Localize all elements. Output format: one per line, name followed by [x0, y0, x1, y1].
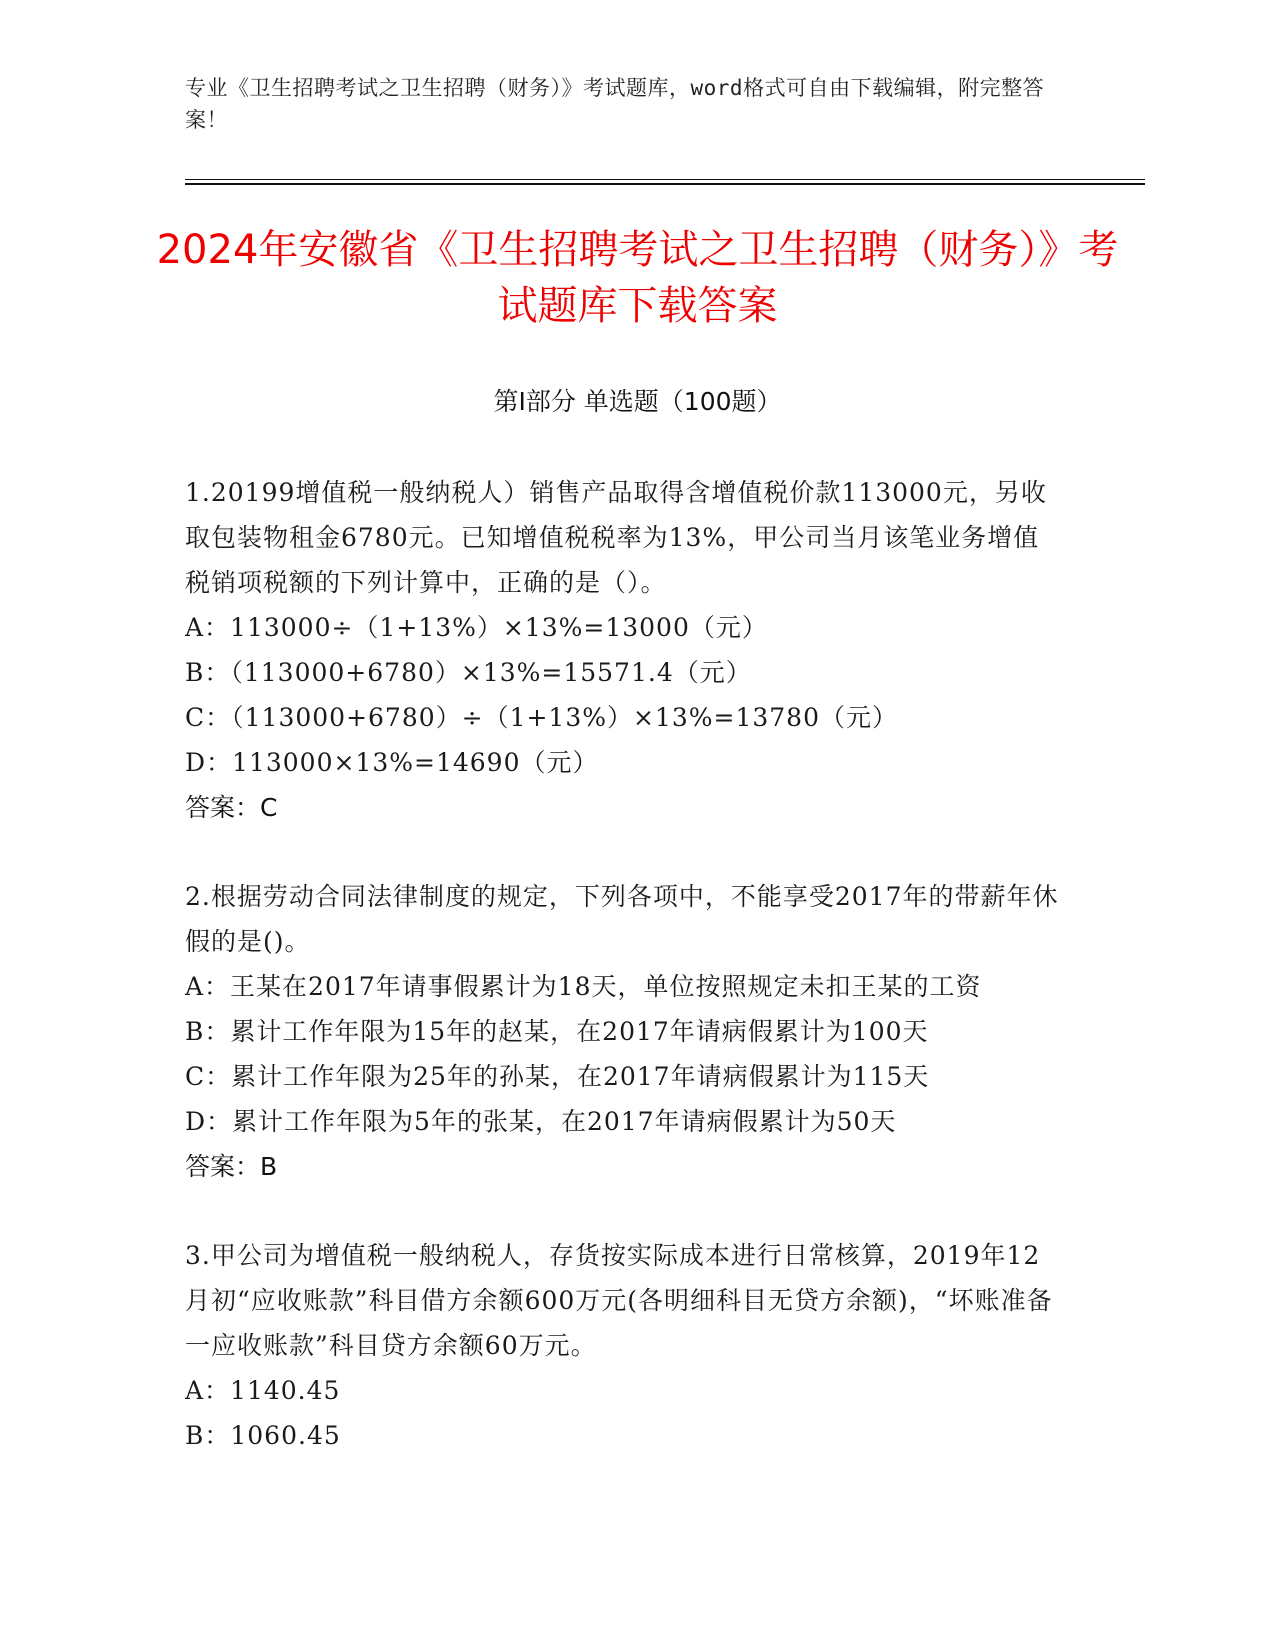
question-stem: 1.20199增值税一般纳税人）销售产品取得含增值税价款113000元，另收取包装物租金6780元。已知增值税税率为13%，甲公司当月该笔业务增值税销项税额的下列计算中，正确的是（）。	[185, 478, 1047, 597]
option-c: C：（113000+6780）÷（1+13%）×13%=13780（元）	[185, 703, 898, 732]
option-b: B：1060.45	[185, 1421, 341, 1450]
option-b: B：累计工作年限为15年的赵某，在2017年请病假累计为100天	[185, 1017, 929, 1046]
option-a: A：1140.45	[185, 1376, 341, 1405]
option-d: D：累计工作年限为5年的张某，在2017年请病假累计为50天	[185, 1107, 897, 1136]
question-1	[185, 470, 1065, 830]
option-a: A：王某在2017年请事假累计为18天，单位按照规定未扣王某的工资	[185, 972, 982, 1001]
question-list	[185, 470, 1065, 1502]
answer: 答案：B	[185, 1152, 278, 1181]
question-stem: 3.甲公司为增值税一般纳税人，存货按实际成本进行日常核算，2019年12月初“应收账款”科目借方余额600万元(各明细科目无贷方余额)，“坏账准备一应收账款”科目贷方余额60万元。	[185, 1241, 1053, 1360]
answer: 答案：C	[185, 793, 278, 822]
document-title: 2024年安徽省《卫生招聘考试之卫生招聘（财务）》考试题库下载答案	[156, 227, 1119, 329]
header-divider-thin	[185, 179, 1145, 180]
question-3	[185, 1233, 1065, 1458]
option-c: C：累计工作年限为25年的孙某，在2017年请病假累计为115天	[185, 1062, 930, 1091]
option-b: B：（113000+6780）×13%=15571.4（元）	[185, 658, 752, 687]
question-2	[185, 874, 1065, 1189]
option-a: A：113000÷（1+13%）×13%=13000（元）	[185, 613, 768, 642]
question-stem: 2.根据劳动合同法律制度的规定，下列各项中，不能享受2017年的带薪年休假的是()。	[185, 882, 1059, 956]
header-note: 专业《卫生招聘考试之卫生招聘（财务）》考试题库，word格式可自由下载编辑，附完整答案！	[185, 76, 1045, 132]
section-title: 第I部分 单选题（100题）	[493, 387, 782, 416]
header-divider-thick	[185, 183, 1145, 185]
option-d: D：113000×13%=14690（元）	[185, 748, 599, 777]
